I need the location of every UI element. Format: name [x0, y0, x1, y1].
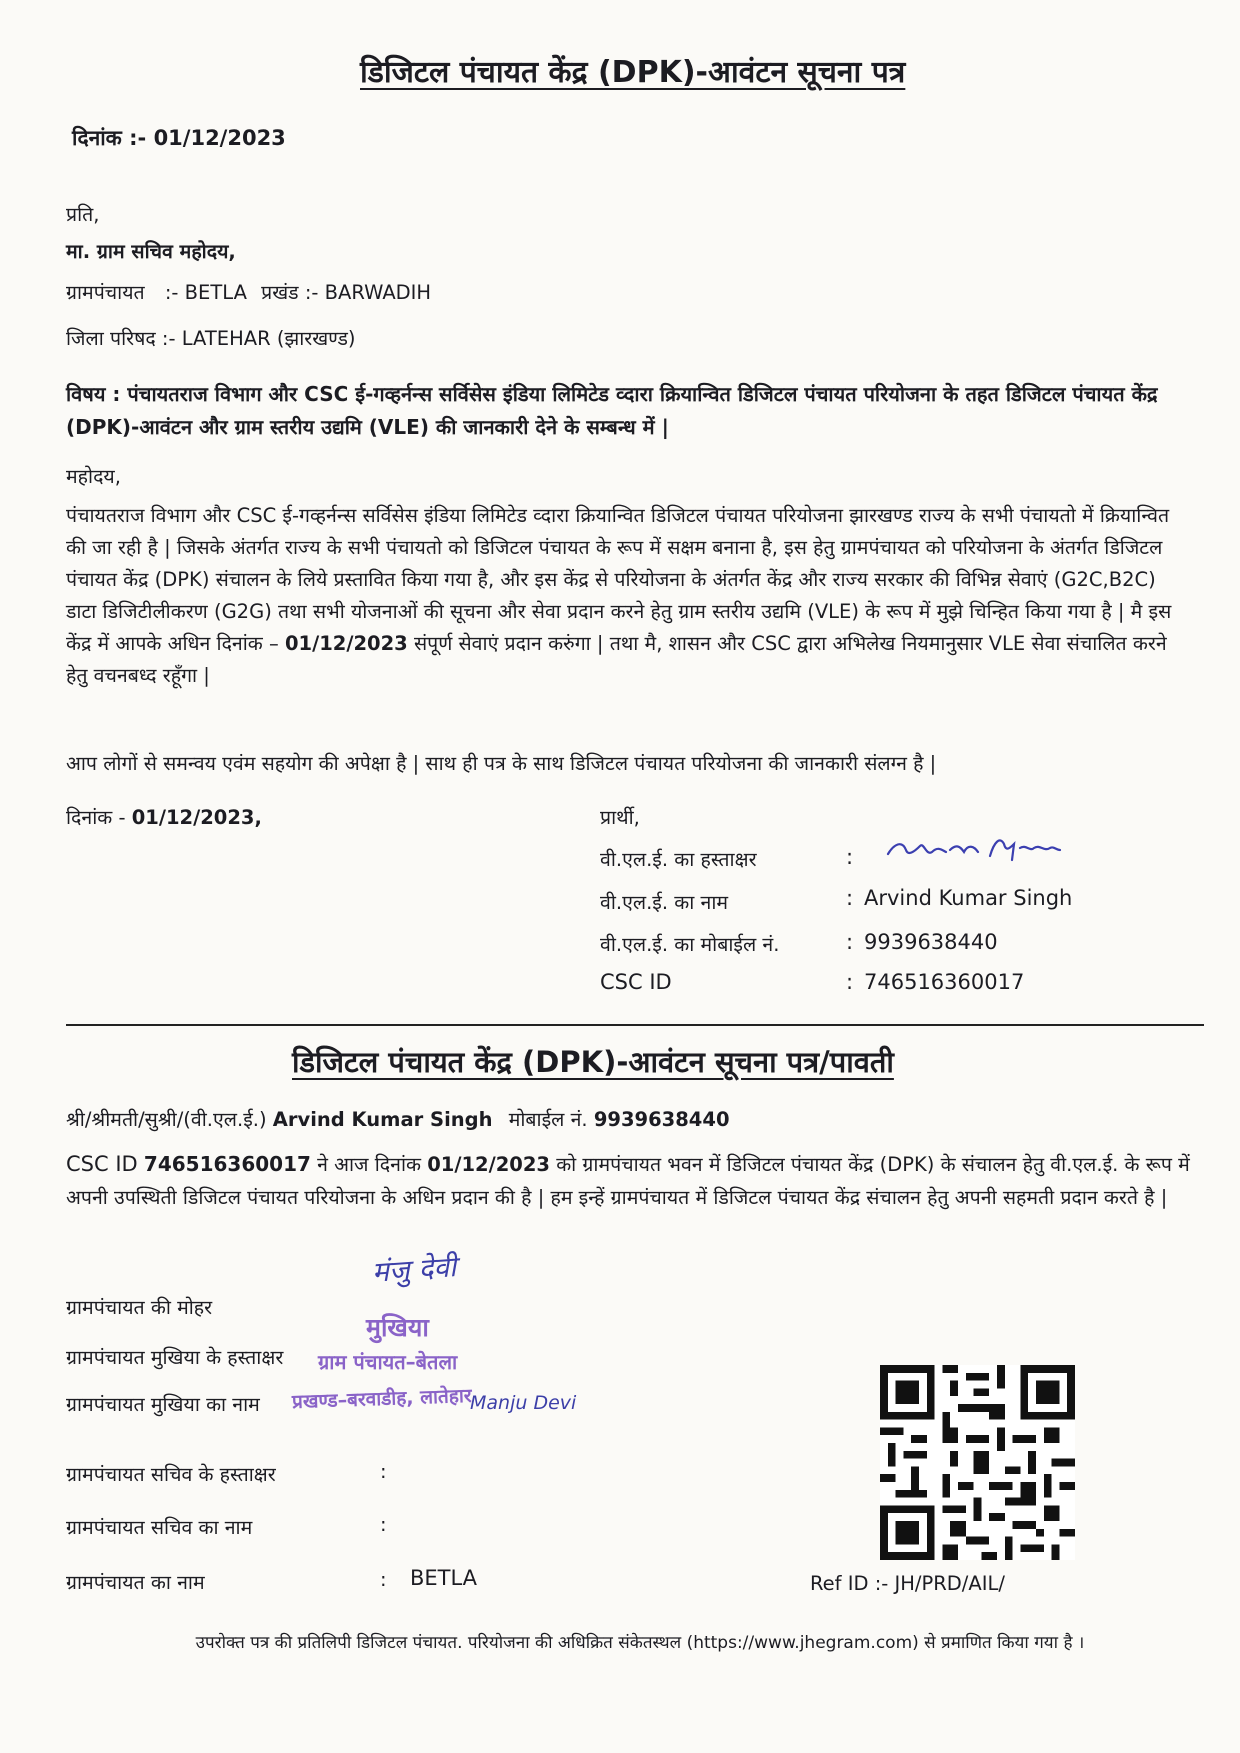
prakhand-label: प्रखंड :-	[261, 281, 319, 304]
zila-label: जिला परिषद :-	[66, 327, 176, 350]
field-mukhiya-signature-label: ग्रामपंचायत मुखिया के हस्ताक्षर	[66, 1346, 284, 1369]
vle-name-value: Arvind Kumar Singh	[864, 886, 1073, 910]
handwritten-name: Manju Devi	[470, 1392, 577, 1414]
receipt-vle-line	[66, 1105, 730, 1132]
ref-id: Ref ID :- JH/PRD/AIL/	[810, 1572, 1005, 1595]
receipt-text-date: 01/12/2023	[427, 1153, 550, 1176]
csc-id-colon: :	[846, 970, 854, 994]
stamp-line-mukhiya: मुखिया	[366, 1313, 429, 1342]
qr-code	[880, 1365, 1075, 1560]
receipt-csc-value: 746516360017	[143, 1152, 311, 1176]
stamp-line-prakhand: प्रखण्ड–बरवाडीह, लातेहार	[291, 1384, 472, 1414]
receipt-csc-label: CSC ID	[66, 1152, 138, 1176]
field-panchayat-name-colon: :	[380, 1568, 387, 1591]
closing-line: आप लोगों से समन्वय एवंम सहयोग की अपेक्षा है | साथ ही पत्र के साथ डिजिटल पंचायत परियोजना की जानकारी संलग्न है |	[66, 752, 937, 775]
vle-mobile-value: 9939638440	[864, 930, 998, 954]
section-divider	[66, 1024, 1204, 1026]
footer-note: उपरोक्त पत्र की प्रतिलिपी डिजिटल पंचायत. परियोजना की अधिक्रित संकेतस्थल (https://www.jhegram.com) से प्रमाणित किया गया है ।	[195, 1633, 1085, 1653]
receipt-text-part2: को ग्रामपंचायत भवन में डिजिटल पंचायत केंद्र (DPK) के संचालन हेतु वी.एल.ई. के रूप में अपनी उपस्थिती डिजिटल पंचायत परियोजना के अधिन प्रदान की है | हम इन्हें ग्रामपंचायत में डिजिटल पंचायत केंद्र संचालन हेतु अपनी सहमती प्रदान करते है |	[66, 1153, 1190, 1209]
field-seal-label: ग्रामपंचायत की मोहर	[66, 1296, 213, 1319]
vle-name-colon: :	[846, 886, 854, 910]
gram-panchayat-value: :- BETLA	[164, 281, 247, 304]
state-label: (झारखण्ड)	[276, 327, 356, 350]
field-mukhiya-name-label: ग्रामपंचायत मुखिया का नाम	[66, 1393, 260, 1416]
receipt-mobile-label: मोबाईल नं.	[508, 1108, 588, 1131]
stamp-line-panchayat: ग्राम पंचायत–बेतला	[318, 1350, 458, 1374]
csc-id-value: 746516360017	[864, 970, 1025, 994]
vle-signature-scribble	[880, 822, 1070, 872]
gram-panchayat-label: ग्रामपंचायत	[66, 281, 145, 304]
zila-value: LATEHAR	[181, 327, 271, 350]
gram-panchayat-line	[66, 278, 431, 305]
field-sachiv-signature-colon: :	[380, 1460, 387, 1483]
date-value: 01/12/2023	[153, 126, 286, 150]
field-sachiv-name-label: ग्रामपंचायत सचिव का नाम	[66, 1516, 253, 1539]
receipt-mobile-value: 9939638440	[593, 1108, 730, 1131]
recipient: मा. ग्राम सचिव महोदय,	[66, 240, 236, 263]
sign-date-label: दिनांक -	[66, 806, 126, 829]
vle-name-label: वी.एल.ई. का नाम	[600, 891, 729, 914]
prati-label: प्रति,	[66, 203, 100, 226]
vle-signature-colon: :	[846, 845, 854, 869]
field-sachiv-signature-label: ग्रामपंचायत सचिव के हस्ताक्षर	[66, 1463, 276, 1486]
subject-text: विषय : पंचायतराज विभाग और CSC ई-गव्हर्नन्स सर्विसेस इंडिया लिमिटेड व्दारा क्रियान्वित डिजिटल पंचायत परियोजना के तहत डिजिटल पंचायत केंद्र (DPK)-आवंटन और ग्राम स्तरीय उद्यमि (VLE) की जानकारी देने के सम्बन्ध में |	[66, 382, 1158, 439]
sign-date-line	[66, 803, 262, 830]
zila-line	[66, 324, 356, 351]
csc-id-label: CSC ID	[600, 970, 672, 994]
body-part2: संपूर्ण सेवाएं प्रदान करुंगा | तथा मै, शासन और CSC द्वारा अभिलेख नियमानुसार VLE सेवा संचालित करने हेतु वचनबध्द रहूँगा |	[66, 632, 1167, 687]
receipt-paragraph	[66, 1148, 1191, 1214]
vle-mobile-label: वी.एल.ई. का मोबाईल नं.	[600, 933, 780, 956]
receipt-vle-name: Arvind Kumar Singh	[272, 1108, 493, 1131]
mukhiya-signature: मंजु देवी	[370, 1250, 458, 1289]
vle-signature-label: वी.एल.ई. का हस्ताक्षर	[600, 848, 757, 871]
field-sachiv-name-colon: :	[380, 1513, 387, 1536]
prakhand-value: BARWADIH	[324, 281, 432, 304]
prarthi-label: प्रार्थी,	[600, 806, 640, 829]
body-paragraph	[66, 500, 1186, 692]
sign-date-value: 01/12/2023,	[131, 806, 262, 829]
salutation: महोदय,	[66, 465, 121, 488]
receipt-prefix: श्री/श्रीमती/सुश्री/(वी.एल.ई.)	[66, 1108, 267, 1131]
receipt-text-part1: ने आज दिनांक	[317, 1153, 421, 1176]
body-part1: पंचायतराज विभाग और CSC ई-गव्हर्नन्स सर्विसेस इंडिया लिमिटेड व्दारा क्रियान्वित डिजिटल पंचायत परियोजना झारखण्ड राज्य के सभी पंचायतो में क्रियान्वित की जा रही है | जिसके अंतर्गत राज्य के सभी पंचायतो को डिजिटल पंचायत के रूप में सक्षम बनाना है, इस हेतु ग्रामपंचायत को परियोजना के अंतर्गत डिजिटल पंचायत केंद्र (DPK) संचालन के लिये प्रस्तावित किया गया है, और इस केंद्र से परियोजना के अंतर्गत केंद्र और राज्य सरकार की विभिन्न सेवाएं (G2C,B2C) डाटा डिजिटीलीकरण (G2G) तथा सभी योजनाओं की सूचना और सेवा प्रदान करने हेतु ग्राम स्तरीय उद्यमि (VLE) के रूप में मुझे चिन्हित किया गया है | मै इस केंद्र में आपके अधिन दिनांक –	[66, 504, 1172, 655]
date-label: दिनांक :-	[72, 126, 147, 150]
field-panchayat-name-value: BETLA	[410, 1566, 478, 1590]
body-date: 01/12/2023	[284, 632, 408, 655]
field-panchayat-name-label: ग्रामपंचायत का नाम	[66, 1571, 205, 1594]
receipt-title: डिजिटल पंचायत केंद्र (DPK)-आवंटन सूचना पत्र/पावती	[292, 1045, 894, 1079]
vle-mobile-colon: :	[846, 930, 854, 954]
date-line	[72, 124, 286, 152]
page-title: डिजिटल पंचायत केंद्र (DPK)-आवंटन सूचना पत्र	[360, 55, 906, 90]
